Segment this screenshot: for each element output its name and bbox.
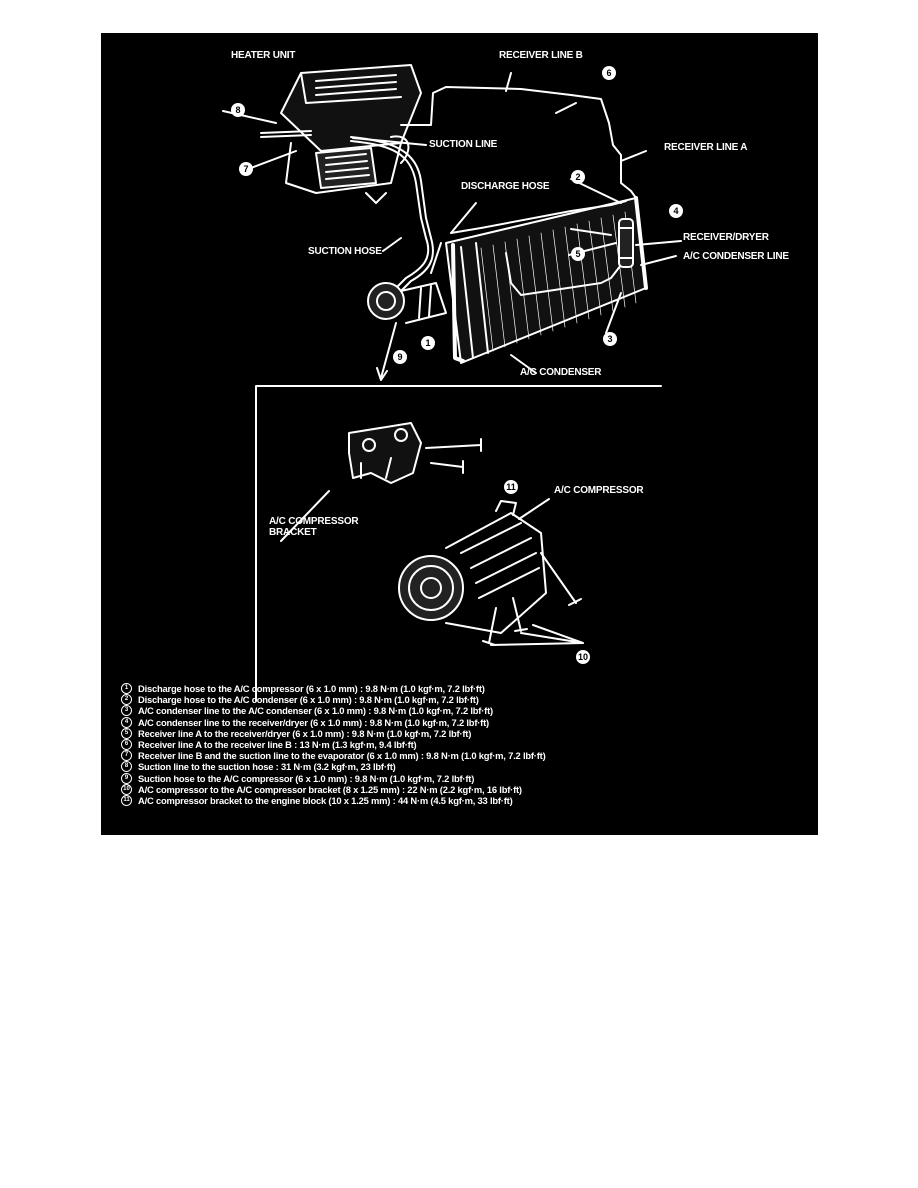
ac-compressor-bracket-drawing bbox=[349, 423, 421, 483]
callout-1: 1 bbox=[421, 336, 435, 350]
legend-row bbox=[121, 773, 811, 784]
legend-number: 9 bbox=[121, 773, 132, 784]
suction-hose bbox=[396, 238, 433, 291]
legend-text: A/C condenser line to the A/C condenser (6 x 1.0 mm) : 9.8 N·m (1.0 kgf·m, 7.2 lbf·ft) bbox=[138, 705, 493, 717]
callout-3: 3 bbox=[603, 332, 617, 346]
legend-text: Suction hose to the A/C compressor (6 x 1.0 mm) : 9.8 N·m (1.0 kgf·m, 7.2 lbf·ft) bbox=[138, 772, 475, 784]
legend-row bbox=[121, 694, 811, 705]
ac-compressor-detail-drawing bbox=[399, 501, 546, 633]
legend-row bbox=[121, 705, 811, 716]
receiver-dryer-drawing bbox=[619, 219, 633, 267]
legend-row bbox=[121, 728, 811, 739]
label-discharge-hose: DISCHARGE HOSE bbox=[461, 181, 550, 192]
callout-6: 6 bbox=[602, 66, 616, 80]
callout-10: 10 bbox=[577, 652, 588, 662]
label-receiver-line-a: RECEIVER LINE A bbox=[664, 142, 748, 153]
legend-number: 8 bbox=[121, 761, 132, 772]
legend-number: 3 bbox=[121, 705, 132, 716]
label-ac-compressor: A/C COMPRESSOR bbox=[554, 485, 644, 496]
callout-4: 4 bbox=[669, 204, 683, 218]
legend-row bbox=[121, 739, 811, 750]
torque-legend bbox=[121, 683, 811, 806]
callout-7: 7 bbox=[239, 162, 253, 176]
legend-number: 7 bbox=[121, 750, 132, 761]
heater-unit-drawing bbox=[261, 65, 421, 203]
callout-2: 2 bbox=[571, 170, 585, 184]
bolt-10a bbox=[541, 553, 581, 605]
legend-text: A/C compressor bracket to the engine block (10 x 1.25 mm) : 44 N·m (4.5 kgf·m, 33 lbf·ft) bbox=[138, 794, 513, 806]
legend-text: Discharge hose to the A/C condenser (6 x 1.0 mm) : 9.8 N·m (1.0 kgf·m, 7.2 lbf·ft) bbox=[138, 694, 479, 706]
legend-number: 1 bbox=[121, 683, 132, 694]
label-ac-condenser-line: A/C CONDENSER LINE bbox=[683, 251, 789, 262]
label-receiver-dryer: RECEIVER/DRYER bbox=[683, 232, 769, 243]
legend-number: 2 bbox=[121, 694, 132, 705]
bolt-11a bbox=[426, 439, 481, 451]
label-heater-unit: HEATER UNIT bbox=[231, 50, 296, 61]
callout-9: 9 bbox=[393, 350, 407, 364]
legend-number: 5 bbox=[121, 728, 132, 739]
legend-row bbox=[121, 795, 811, 806]
legend-text: Receiver line A to the receiver line B : 13 N·m (1.3 kgf·m, 9.4 lbf·ft) bbox=[138, 738, 417, 750]
detail-frame bbox=[256, 386, 661, 701]
legend-row bbox=[121, 750, 811, 761]
diagram-panel bbox=[101, 33, 818, 835]
legend-number: 11 bbox=[121, 795, 132, 806]
callout-11: 11 bbox=[504, 480, 518, 494]
legend-text: Receiver line B and the suction line to the evaporator (6 x 1.0 mm) : 9.8 N·m (1.0 kgf·m, 7.2 lbf·ft) bbox=[138, 750, 546, 762]
callout-5: 5 bbox=[571, 247, 585, 261]
legend-number: 4 bbox=[121, 717, 132, 728]
callout-8: 8 bbox=[231, 103, 245, 117]
legend-text: A/C compressor to the A/C compressor bracket (8 x 1.25 mm) : 22 N·m (2.2 kgf·m, 16 lbf·ft) bbox=[138, 783, 522, 795]
legend-row bbox=[121, 761, 811, 772]
bolt-11b bbox=[431, 461, 463, 473]
legend-text: Discharge hose to the A/C compressor (6 x 1.0 mm) : 9.8 N·m (1.0 kgf·m, 7.2 lbf·ft) bbox=[138, 683, 485, 694]
legend-row bbox=[121, 717, 811, 728]
legend-row bbox=[121, 784, 811, 795]
legend-text: Suction line to the suction hose : 31 N·m (3.2 kgf·m, 23 lbf·ft) bbox=[138, 761, 396, 773]
label-ac-compressor-bracket-line2: BRACKET bbox=[269, 527, 317, 538]
label-ac-compressor-bracket-line1: A/C COMPRESSOR bbox=[269, 516, 359, 527]
legend-text: Receiver line A to the receiver/dryer (6 x 1.0 mm) : 9.8 N·m (1.0 kgf·m, 7.2 lbf·ft) bbox=[138, 727, 472, 739]
label-receiver-line-b: RECEIVER LINE B bbox=[499, 50, 583, 61]
bolt-10c bbox=[483, 608, 496, 645]
legend-row bbox=[121, 683, 811, 694]
label-ac-condenser: A/C CONDENSER bbox=[520, 367, 602, 378]
legend-text: A/C condenser line to the receiver/dryer (6 x 1.0 mm) : 9.8 N·m (1.0 kgf·m, 7.2 lbf·ft) bbox=[138, 716, 489, 728]
bolt-10b bbox=[513, 598, 527, 631]
legend-number: 10 bbox=[121, 784, 132, 795]
label-suction-line: SUCTION LINE bbox=[429, 139, 498, 150]
ac-compressor-top-drawing bbox=[368, 283, 446, 323]
label-suction-hose: SUCTION HOSE bbox=[308, 246, 382, 257]
legend-number: 6 bbox=[121, 739, 132, 750]
